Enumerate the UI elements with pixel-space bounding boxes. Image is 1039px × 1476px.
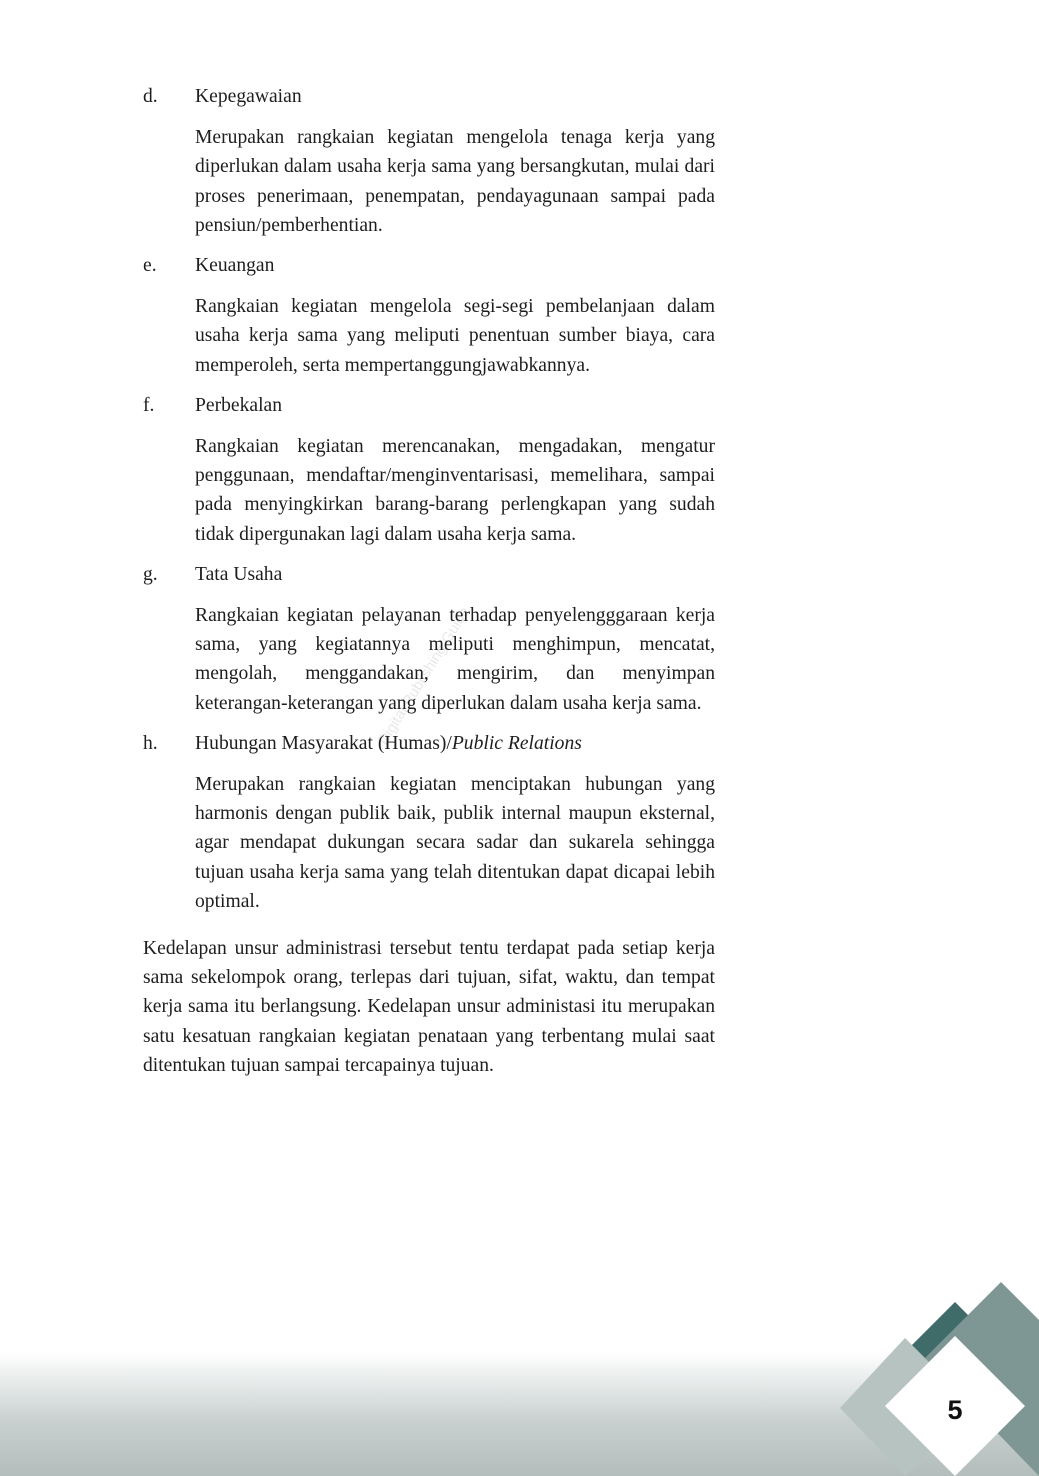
item-letter: d.	[143, 86, 158, 107]
item-description: Rangkaian kegiatan pelayanan terhadap penyelengggaraan kerja sama, yang kegiatannya meliputi menghimpun, mencatat, mengolah, menggandakan, mengirim, dan menyimpan keterangan-keterangan yang diperlukan dalam usaha kerja sama.	[195, 605, 715, 714]
item-description: Merupakan rangkaian kegiatan mengelola tenaga kerja yang diperlukan dalam usaha kerja sama yang bersangkutan, mulai dari proses penerimaan, penempatan, pendayagunaan sampai pada pensiun/pemberhentian.	[195, 127, 715, 236]
item-title-text: Hubungan Masyarakat (Humas)/	[195, 732, 452, 754]
item-title-italic: Public Relations	[451, 732, 582, 754]
item-description: Merupakan rangkaian kegiatan menciptakan hubungan yang harmonis dengan publik baik, publik internal maupun eksternal, agar mendapat dukungan secara sadar dan sukarela sehingga tujuan usaha kerja sama yang telah ditentukan dapat dicapai lebih optimal.	[195, 774, 715, 912]
item-letter: f.	[143, 394, 155, 416]
item-description: Rangkaian kegiatan merencanakan, mengadakan, mengatur penggunaan, mendaftar/menginventarisasi, memelihara, sampai pada menyingkirkan barang-barang perlengkapan yang sudah tidak dipergunakan lagi dalam usaha kerja sama.	[195, 436, 715, 545]
item-letter: g.	[143, 563, 158, 585]
item-description: Rangkaian kegiatan mengelola segi-segi pembelanjaan dalam usaha kerja sama yang meliputi penentuan sumber biaya, cara memperoleh, serta mempertanggungjawabkannya.	[195, 296, 715, 376]
summary-paragraph: Kedelapan unsur administrasi tersebut tentu terdapat pada setiap kerja sama sekelompok orang, terlepas dari tujuan, sifat, waktu, dan tempat kerja sama itu berlangsung. Kedelapan unsur administasi itu merupakan satu kesatuan rangkaian kegiatan penataan yang terbentang mulai saat ditentukan tujuan sampai tercapainya tujuan.	[143, 938, 715, 1076]
watermark: Digital Publishing Guide	[374, 603, 474, 749]
page-number: 5	[947, 1395, 963, 1425]
item-title: Kepegawaian	[195, 86, 302, 107]
item-title: Keuangan	[195, 255, 275, 277]
item-title: Perbekalan	[195, 394, 283, 416]
item-title: Tata Usaha	[195, 563, 283, 585]
item-letter: e.	[143, 255, 157, 277]
item-letter: h.	[143, 732, 158, 754]
